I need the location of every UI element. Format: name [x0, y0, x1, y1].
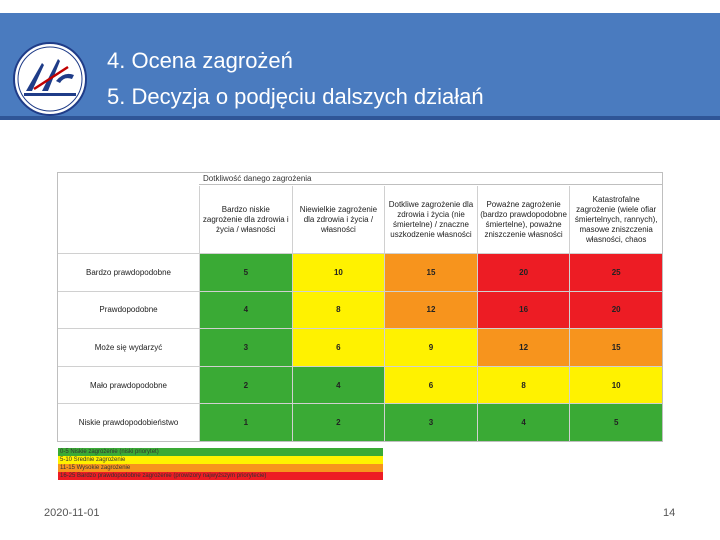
risk-cell: 16: [477, 291, 570, 329]
risk-cell: 6: [384, 366, 477, 404]
likelihood-row-label: Prawdopodobne: [58, 291, 199, 329]
likelihood-row-label: Może się wydarzyć: [58, 328, 199, 366]
risk-cell: 15: [384, 253, 477, 291]
risk-cell: 3: [199, 328, 292, 366]
risk-cell: 5: [569, 403, 662, 441]
risk-matrix: [57, 172, 663, 442]
severity-column-3: Dotkliwe zagrożenie dla zdrowia i życia (nie śmiertelne) / znaczne uszkodzenie własności: [384, 186, 477, 253]
risk-cell: 8: [292, 291, 385, 329]
risk-cell: 6: [292, 328, 385, 366]
risk-cell: 4: [199, 291, 292, 329]
organization-logo-icon: [12, 41, 88, 117]
slide-header: [0, 13, 720, 120]
risk-cell: 2: [199, 366, 292, 404]
risk-cell: 12: [477, 328, 570, 366]
risk-cell: 15: [569, 328, 662, 366]
risk-cell: 20: [477, 253, 570, 291]
risk-cell: 20: [569, 291, 662, 329]
severity-column-1: Bardzo niskie zagrożenie dla zdrowia i życia / własności: [199, 186, 292, 253]
slide-page-number: 14: [663, 507, 676, 519]
risk-cell: 10: [292, 253, 385, 291]
legend-item: 11-15 Wysokie zagrożenie: [58, 464, 383, 472]
likelihood-row-label: Bardzo prawdopodobne: [58, 253, 199, 291]
slide-title-line-2: 5. Decyzja o podjęciu dalszych działań: [107, 84, 484, 109]
legend-item: 5-10 Średnie zagrożenie: [58, 456, 383, 464]
severity-column-4: Poważne zagrożenie (bardzo prawdopodobne śmiertelne), poważne zniszczenie własności: [477, 186, 570, 253]
likelihood-row-label: Mało prawdopodobne: [58, 366, 199, 404]
legend-item: 16-25 Bardzo prawdopodobne zagrożenie (prowizory najwyższym priorytecie): [58, 472, 383, 480]
risk-cell: 4: [292, 366, 385, 404]
severity-column-5: Katastrofalne zagrożenie (wiele ofiar śmiertelnych, rannych), masowe zniszczenia własności, chaos: [569, 186, 662, 253]
risk-cell: 3: [384, 403, 477, 441]
severity-column-2: Niewielkie zagrożenie dla zdrowia i życia / własności: [292, 186, 385, 253]
slide-date: 2020-11-01: [44, 507, 100, 519]
legend-item: 0-5 Niskie zagrożenie (niski priorytet): [58, 448, 383, 456]
risk-cell: 1: [199, 403, 292, 441]
risk-cell: 5: [199, 253, 292, 291]
risk-cell: 10: [569, 366, 662, 404]
risk-cell: 8: [477, 366, 570, 404]
risk-cell: 25: [569, 253, 662, 291]
severity-header: Dotkliwość danego zagrożenia: [199, 173, 662, 185]
risk-cell: 9: [384, 328, 477, 366]
risk-cell: 2: [292, 403, 385, 441]
risk-cell: 12: [384, 291, 477, 329]
likelihood-row-label: Niskie prawdopodobieństwo: [58, 403, 199, 441]
risk-cell: 4: [477, 403, 570, 441]
slide-title-line-1: 4. Ocena zagrożeń: [107, 48, 293, 73]
